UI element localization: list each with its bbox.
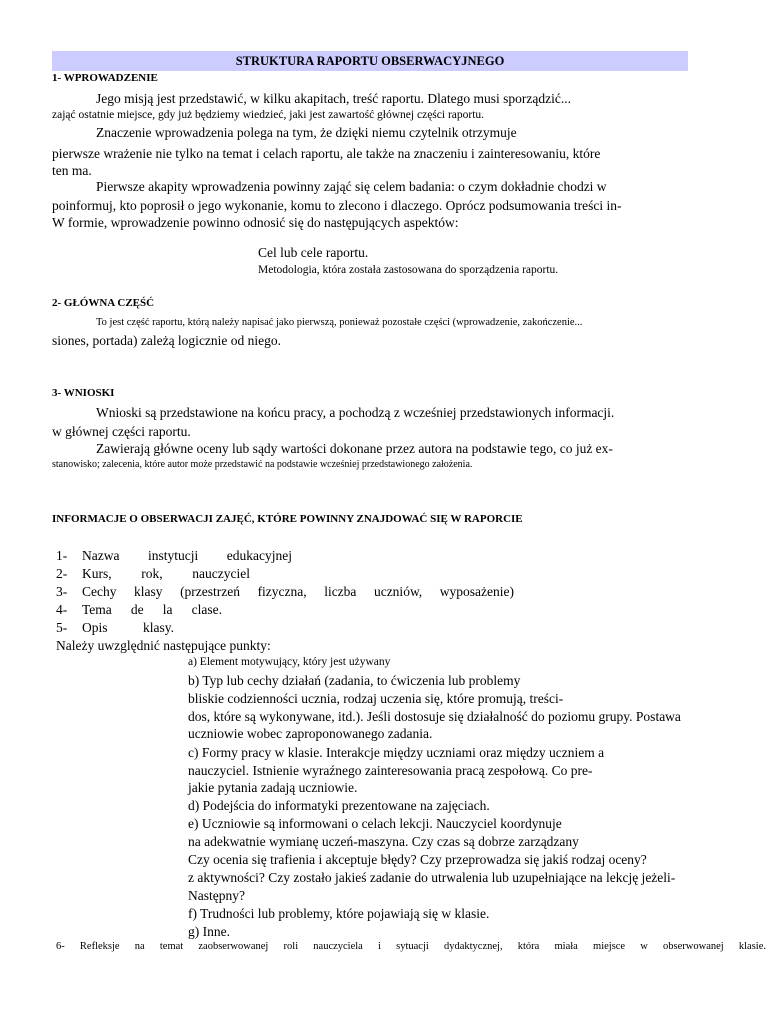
- point-line: dos, które są wykonywane, itd.). Jeśli dostosuje się działalność do poziomu grupy. Postawa: [188, 709, 681, 724]
- paragraph-line: W formie, wprowadzenie powinno odnosić się do następujących aspektów:: [52, 215, 459, 230]
- point-line: c) Formy pracy w klasie. Interakcje między uczniami oraz między uczniem a: [188, 745, 605, 760]
- item-word: fizyczna,: [257, 584, 307, 599]
- item-word: uczniów,: [373, 584, 423, 599]
- item-word: liczba: [324, 584, 357, 599]
- item-text: [82, 602, 222, 618]
- document-title: STRUKTURA RAPORTU OBSERWACYJNEGO: [52, 51, 688, 71]
- item-word: la: [162, 602, 173, 617]
- paragraph-line: Wnioski są przedstawione na końcu pracy, a pochodzą z wcześniej przedstawionych informacji.: [96, 405, 615, 420]
- numbered-item: [56, 602, 222, 618]
- numbered-item: [56, 566, 250, 582]
- paragraph-line: poinformuj, kto poprosił o jego wykonanie, komu to zlecono i dlaczego. Oprócz podsumowania treści in-: [52, 198, 622, 213]
- paragraph-line: zająć ostatnie miejsce, gdy już będziemy wiedzieć, jaki jest zawartość głównej części raportu.: [52, 109, 485, 121]
- item-word: nauczyciel: [192, 566, 250, 581]
- point-line: z aktywności? Czy zostało jakieś zadanie do utrwalenia lub uzupełniające na lekcję jeżeli-: [188, 870, 676, 885]
- point-line: bliskie codzienności ucznia, rodzaj uczenia się, które promują, treści-: [188, 691, 564, 706]
- section-1-heading: 1- WPROWADZENIE: [52, 72, 158, 84]
- aspect-item: Cel lub cele raportu.: [258, 245, 369, 260]
- item-word: de: [130, 602, 144, 617]
- section-3-heading: 3- WNIOSKI: [52, 387, 115, 399]
- item-number: 5-: [56, 620, 68, 635]
- item-word: Cechy: [82, 584, 117, 599]
- point-line: Czy ocenia się trafienia i akceptuje błędy? Czy przeprowadza się jakiś rodzaj oceny?: [188, 852, 647, 867]
- point-line: g) Inne.: [188, 924, 230, 939]
- item-word: klasy: [134, 584, 163, 599]
- item-word: edukacyjnej: [226, 548, 292, 563]
- item-text: [82, 620, 174, 636]
- point-line: d) Podejścia do informatyki prezentowane na zajęciach.: [188, 798, 490, 813]
- item-word: klasy.: [143, 620, 174, 635]
- paragraph-line: Jego misją jest przedstawić, w kilku akapitach, treść raportu. Dlatego musi sporządzić...: [96, 91, 571, 106]
- item-word: Nazwa: [82, 548, 120, 563]
- paragraph-line: pierwsze wrażenie nie tylko na temat i celach raportu, ale także na znaczeniu i zainteresowaniu, które: [52, 146, 601, 161]
- item-word: wyposażenie): [439, 584, 514, 599]
- paragraph-line: siones, portada) zależą logicznie od niego.: [52, 333, 282, 348]
- point-line: f) Trudności lub problemy, które pojawiają się w klasie.: [188, 906, 490, 921]
- numbered-item: [56, 548, 292, 564]
- point-line: Następny?: [188, 888, 245, 903]
- paragraph-line: ten ma.: [52, 163, 92, 178]
- item-word: instytucji: [148, 548, 199, 563]
- numbered-item: [56, 620, 174, 636]
- item-word: Opis: [82, 620, 108, 635]
- item-number: 4-: [56, 602, 68, 617]
- paragraph-line: w głównej części raportu.: [52, 424, 191, 439]
- item-text: [82, 584, 514, 600]
- point-line: e) Uczniowie są informowani o celach lekcji. Nauczyciel koordynuje: [188, 816, 562, 831]
- item-number: 3-: [56, 584, 68, 599]
- item-6-line: 6- Refleksje na temat zaobserwowanej roli nauczyciela i sytuacji dydaktycznej, która miała miejsce w obserwowanej klasie.: [56, 941, 766, 952]
- item-word: (przestrzeń: [180, 584, 241, 599]
- item-word: clase.: [191, 602, 222, 617]
- item-word: Tema: [82, 602, 112, 617]
- point-line: nauczyciel. Istnienie wyraźnego zainteresowania pracą zespołową. Co pre-: [188, 763, 593, 778]
- section-2-heading: 2- GŁÓWNA CZĘŚĆ: [52, 297, 155, 309]
- paragraph-line: Zawierają główne oceny lub sądy wartości dokonane przez autora na podstawie tego, co już ex-: [96, 441, 613, 456]
- point-line: b) Typ lub cechy działań (zadania, to ćwiczenia lub problemy: [188, 673, 521, 688]
- item-word: rok,: [141, 566, 163, 581]
- paragraph-line: stanowisko; zalecenia, które autor może przedstawić na podstawie wcześniej przedstawionego założenia.: [52, 459, 473, 470]
- aspect-item: Metodologia, która została zastosowana do sporządzenia raportu.: [258, 264, 559, 276]
- numbered-item: [56, 584, 514, 600]
- paragraph-line: Pierwsze akapity wprowadzenia powinny zająć się celem badania: o czym dokładnie chodzi w: [96, 179, 607, 194]
- point-line: na adekwatnie wymianę uczeń-maszyna. Czy czas są dobrze zarządzany: [188, 834, 579, 849]
- item-number: 2-: [56, 566, 68, 581]
- paragraph-line: Znaczenie wprowadzenia polega na tym, że dzięki niemu czytelnik otrzymuje: [96, 125, 517, 140]
- item-word: Kurs,: [82, 566, 112, 581]
- info-heading: INFORMACJE O OBSERWACJI ZAJĘĆ, KTÓRE POWINNY ZNAJDOWAĆ SIĘ W RAPORCIE: [52, 513, 523, 525]
- point-line: jakie pytania zadają uczniowie.: [188, 780, 358, 795]
- paragraph-line: To jest część raportu, którą należy napisać jako pierwszą, ponieważ pozostałe części (wprowadzenie, zakończenie...: [96, 317, 583, 328]
- item-text: [82, 548, 292, 564]
- item-text: [82, 566, 250, 582]
- point-line: a) Element motywujący, który jest używany: [188, 656, 391, 668]
- item-number: 1-: [56, 548, 68, 563]
- point-line: uczniowie wobec zaproponowanego zadania.: [188, 726, 433, 741]
- consider-line: Należy uwzględnić następujące punkty:: [56, 638, 271, 653]
